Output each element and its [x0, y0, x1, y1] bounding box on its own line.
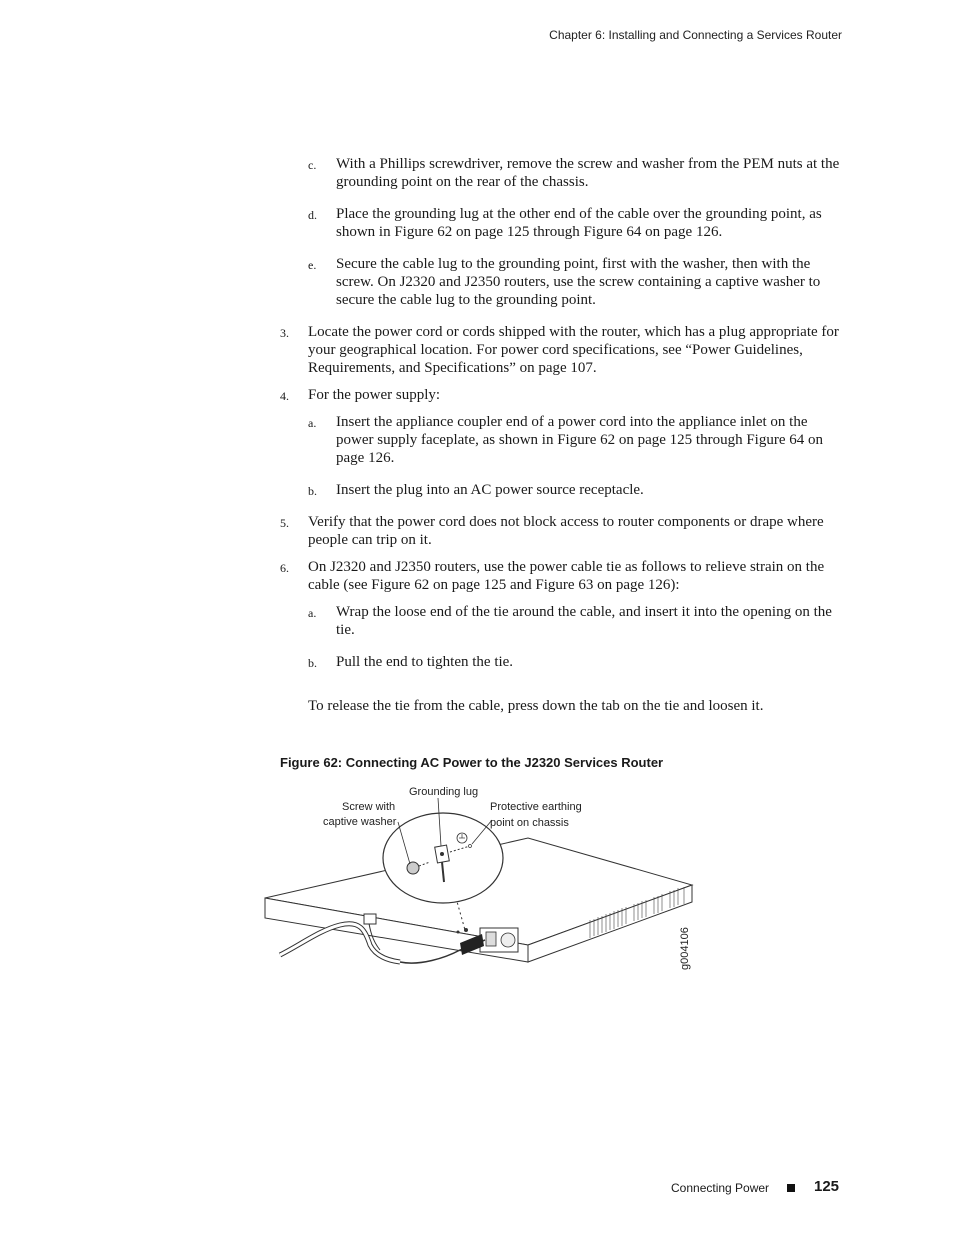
figure-caption: Figure 62: Connecting AC Power to the J2320 Services Router: [280, 755, 664, 770]
step-marker: c.: [308, 158, 317, 172]
footer-bullet-icon: [787, 1184, 795, 1192]
page-number: 125: [814, 1178, 840, 1195]
step-text: Locate the power cord or cords shipped with the router, which has a plug appropriate for your geographical location. For power cord specifications, see “Power Guidelines, Requirements, and Specifications” on page 107.: [308, 324, 839, 376]
step-marker: a.: [308, 606, 317, 620]
label-screw-line1: Screw with: [342, 801, 396, 813]
step-text: Insert the appliance coupler end of a power cord into the appliance inlet on the power supply faceplate, as shown in Figure 62 on page 125 through Figure 64 on page 126.: [336, 414, 823, 466]
step-marker: 4.: [280, 389, 289, 403]
label-earthing-line2: point on chassis: [490, 817, 569, 829]
grounding-point-icon: [464, 928, 468, 932]
figure-id: g004106: [679, 927, 691, 970]
step-text: For the power supply:: [308, 387, 441, 403]
screw-icon: [407, 862, 419, 874]
step-text: Wrap the loose end of the tie around the cable, and insert it into the opening on the tie.: [336, 604, 832, 638]
step-marker: 5.: [280, 516, 289, 530]
step-text: Secure the cable lug to the grounding point, first with the washer, then with the screw. On J2320 and J2350 routers, use the screw containing a captive washer to secure the cable lug to the grounding point.: [336, 256, 821, 308]
step-text: With a Phillips screwdriver, remove the screw and washer from the PEM nuts at the grounding point on the rear of the chassis.: [336, 156, 840, 190]
step-text: Pull the end to tighten the tie.: [336, 654, 514, 670]
appliance-inlet: [486, 932, 496, 946]
running-header: Chapter 6: Installing and Connecting a Services Router: [549, 28, 842, 42]
step-marker: d.: [308, 208, 317, 222]
step-marker: b.: [308, 656, 317, 670]
step-text: Verify that the power cord does not block access to router components or drape where people can trip on it.: [308, 514, 824, 548]
step-text: On J2320 and J2350 routers, use the power cable tie as follows to relieve strain on the cable (see Figure 62 on page 125 and Figure 63 on page 126):: [308, 559, 825, 593]
step-marker: b.: [308, 484, 317, 498]
label-earthing-line1: Protective earthing: [490, 801, 582, 813]
label-screw-line2: captive washer: [323, 816, 397, 828]
router-drawing: [260, 780, 700, 990]
footer-section: Connecting Power: [671, 1181, 770, 1195]
step-marker: 6.: [280, 561, 289, 575]
step-text: Place the grounding lug at the other end of the cable over the grounding point, as shown in Figure 62 on page 125 through Figure 64 on page 126.: [336, 206, 822, 240]
cable-tie-head: [364, 914, 376, 924]
release-note: To release the tie from the cable, press down the tab on the tie and loosen it.: [308, 698, 764, 714]
router-illustration: [260, 780, 700, 990]
step-marker: 3.: [280, 326, 289, 340]
step-marker: e.: [308, 258, 317, 272]
fan-icon: [501, 933, 515, 947]
step-text: Insert the plug into an AC power source receptacle.: [336, 482, 644, 498]
step-marker: a.: [308, 416, 317, 430]
label-grounding-lug: Grounding lug: [409, 786, 479, 798]
